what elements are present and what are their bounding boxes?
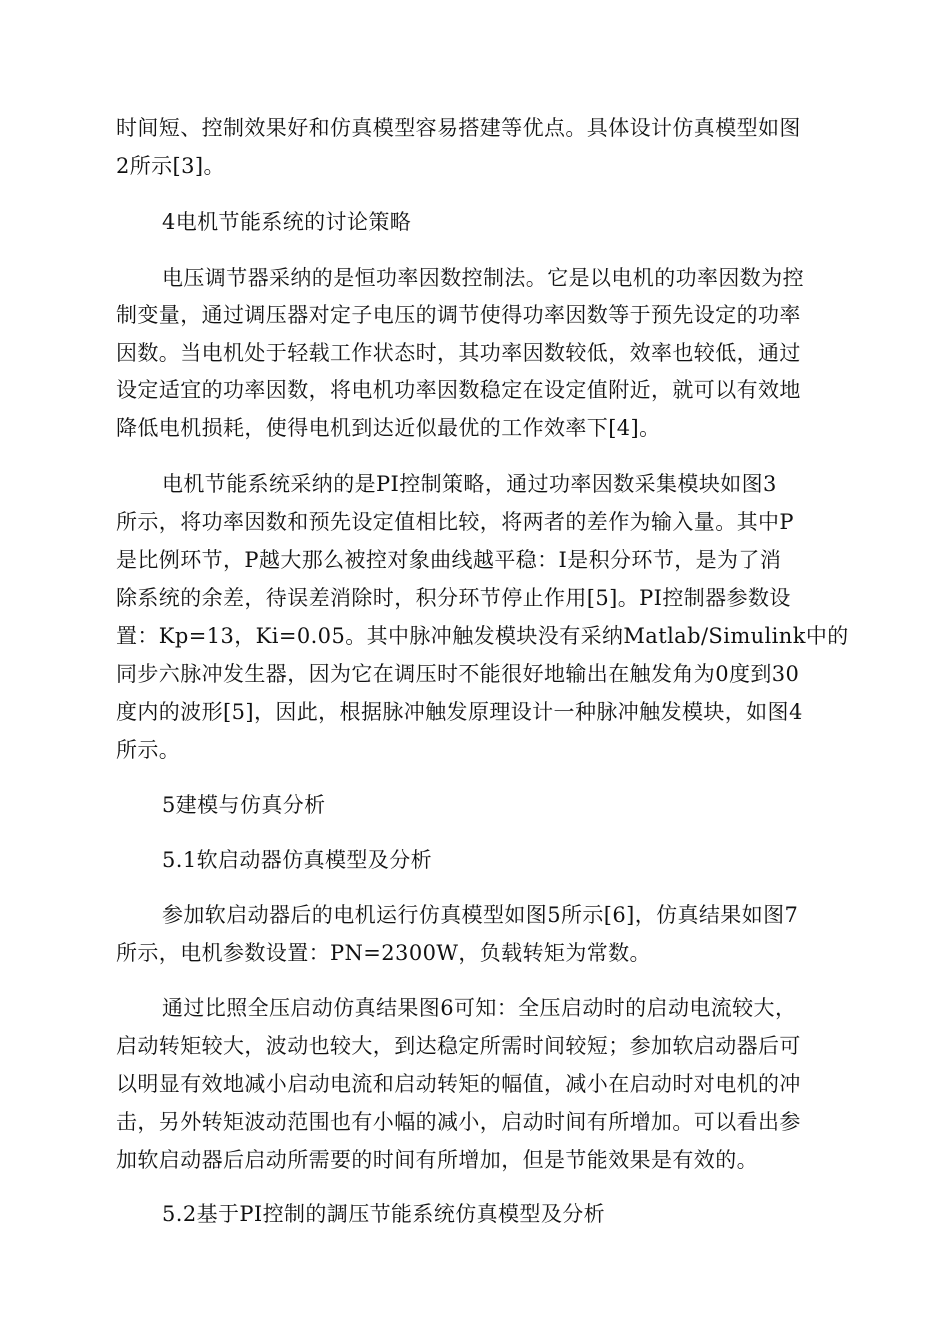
text-line: 所示。 [116,738,181,762]
text-line: 参加软启动器后的电机运行仿真模型如图5所示[6]，仿真结果如图7 [162,903,799,927]
text-line: 降低电机损耗，使得电机到达近似最优的工作效率下[4]。 [116,416,661,440]
text-line: 2所示[3]。 [116,154,225,178]
text-line: 是比例环节，P越大那么被控对象曲线越平稳：I是积分环节，是为了消 [116,548,782,572]
text-line: 设定适宜的功率因数，将电机功率因数稳定在设定值附近，就可以有效地 [116,378,801,402]
text-line: 击，另外转矩波动范围也有小幅的减小，启动时间有所增加。可以看出参 [116,1110,801,1134]
section-heading: 5建模与仿真分析 [162,793,326,817]
subsection-heading: 5.1软启动器仿真模型及分析 [162,848,432,872]
text-line: 同步六脉冲发生器，因为它在调压时不能很好地输出在触发角为0度到30 [116,662,800,686]
text-line: 制变量，通过调压器对定子电压的调节使得功率因数等于预先设定的功率 [116,303,801,327]
text-line: 所示，将功率因数和预先设定值相比较，将两者的差作为输入量。其中P [116,510,794,534]
text-line: 除系统的余差，待误差消除时，积分环节停止作用[5]。PI控制器参数设 [116,586,791,610]
subsection-heading: 5.2基于PI控制的調压节能系统仿真模型及分析 [162,1202,606,1226]
text-line: 置：Kp=13，Ki=0.05。其中脉冲触发模块没有采纳Matlab/Simulink中的 [116,624,849,648]
text-line: 所示，电机参数设置：PN=2300W，负载转矩为常数。 [116,941,651,965]
section-heading: 4电机节能系统的讨论策略 [162,210,412,234]
text-line: 电压调节器采纳的是恒功率因数控制法。它是以电机的功率因数为控 [162,266,804,290]
text-line: 时间短、控制效果好和仿真模型容易搭建等优点。具体设计仿真模型如图 [116,116,801,140]
text-line: 启动转矩较大，波动也较大，到达稳定所需时间较短；参加软启动器后可 [116,1034,801,1058]
text-line: 因数。当电机处于轻载工作状态时，其功率因数较低，效率也较低，通过 [116,341,801,365]
text-line: 以明显有效地减小启动电流和启动转矩的幅值，减小在启动时对电机的冲 [116,1072,801,1096]
text-line: 通过比照全压启动仿真结果图6可知：全压启动时的启动电流较大， [162,996,797,1020]
text-line: 电机节能系统采纳的是PI控制策略，通过功率因数采集模块如图3 [162,472,777,496]
text-line: 加软启动器后启动所需要的时间有所增加，但是节能效果是有效的。 [116,1148,758,1172]
text-line: 度内的波形[5]，因此，根据脉冲触发原理设计一种脉冲触发模块，如图4 [116,700,803,724]
